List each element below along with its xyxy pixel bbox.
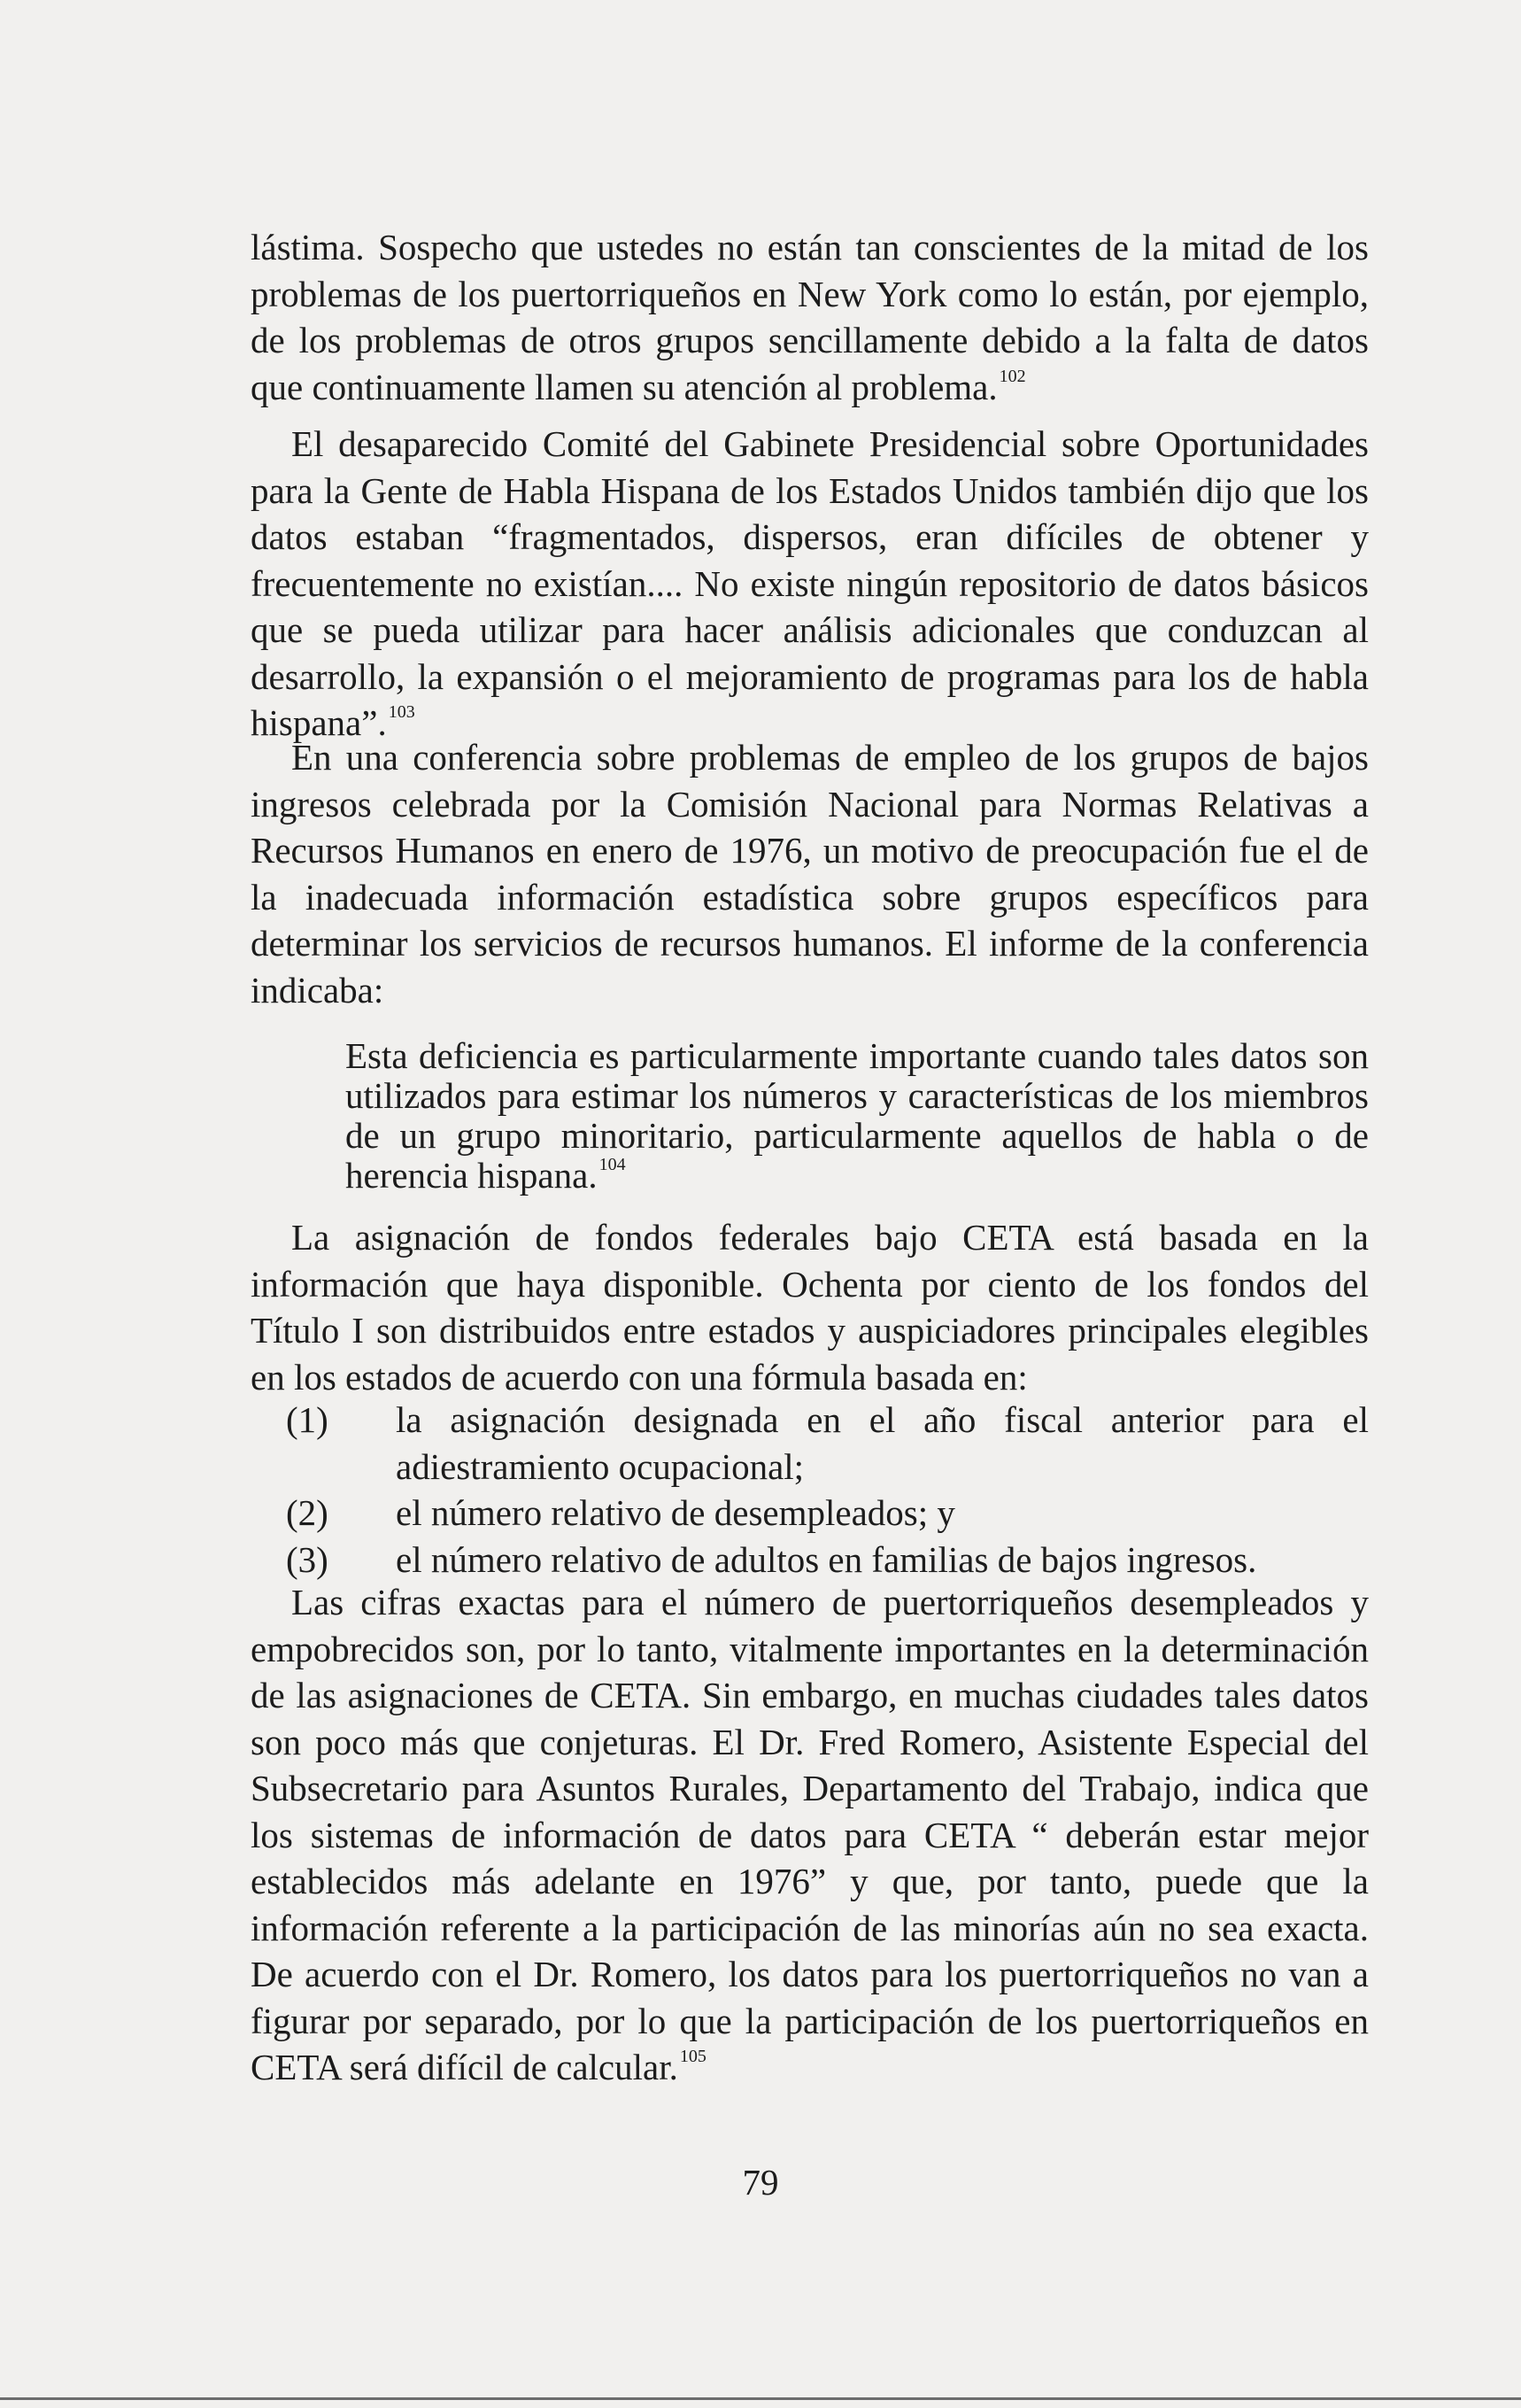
list-item <box>251 1537 1369 1583</box>
paragraph-ceta <box>251 1214 1369 1400</box>
formula-list <box>251 1397 1369 1583</box>
paragraph-text: lástima. Sospecho que ustedes no están tan conscientes de la mitad de los problemas de los puertorriqueños en New York como lo están, por ejemplo, de los problemas de otros grupos sencillamente debido a la falta de datos que continuamente llamen su atención al problema. <box>251 227 1369 407</box>
paragraph-text: En una conferencia sobre problemas de empleo de los grupos de bajos ingresos celebrada por la Comisión Nacional para Normas Relativas a Recursos Humanos en enero de 1976, un motivo de preocupación fue el de la inadecuada información estadística sobre grupos específicos para determinar los servicios de recursos humanos. El informe de la conferencia indicaba: <box>251 737 1369 1010</box>
list-number: (3) <box>286 1538 328 1580</box>
quote-text: Esta deficiencia es particularmente importante cuando tales datos son utilizados para estimar los números y características de los miembros de un grupo minoritario, particularmente aquellos de habla o de herencia hispana. <box>345 1035 1369 1196</box>
paragraph-text: Las cifras exactas para el número de puertorriqueños desempleados y empobrecidos son, por lo tanto, vitalmente importantes en la determinación de las asignaciones de CETA. Sin embargo, en muchas ciudades tales datos son poco más que conjeturas. El Dr. Fred Romero, Asistente Especial del Subsecretario para Asuntos Rurales, Departamento del Trabajo, indica que los sistemas de información de datos para CETA “ deberán estar mejor establecidos más adelante en 1976” y que, por tanto, puede que la información referente a la participación de las minorías aún no sea exacta. De acuerdo con el Dr. Romero, los datos para los puertorriqueños no van a figurar por separado, por lo que la participación de los puertorriqueños en CETA será difícil de calcular. <box>251 1582 1369 2087</box>
paragraph-conference <box>251 734 1369 1013</box>
block-quote <box>345 1036 1369 1203</box>
list-text: la asignación designada en el año fiscal anterior para el adiestramiento ocupacional; <box>396 1399 1369 1487</box>
paragraph-text: El desaparecido Comité del Gabinete Presidencial sobre Oportunidades para la Gente de Habla Hispana de los Estados Unidos también dijo que los datos estaban “fragmentados, dispersos, eran difíciles de obtener y frecuentemente no existían.... No existe ningún repositorio de datos básicos que se pueda utilizar para hacer análisis adicionales que conduzcan al desarrollo, la expansión o el mejoramiento de programas para los de habla hispana”. <box>251 423 1369 743</box>
paragraph-text: La asignación de fondos federales bajo CETA está basada en la información que haya disponible. Ochenta por ciento de los fondos del Título I son distribuidos entre estados y auspiciadores principales elegibles en los estados de acuerdo con una fórmula basada en: <box>251 1217 1369 1398</box>
list-text: el número relativo de adultos en familias de bajos ingresos. <box>396 1538 1257 1580</box>
footnote-marker: 102 <box>999 366 1026 386</box>
paragraph-continued <box>251 224 1369 417</box>
paragraph-committee <box>251 421 1369 754</box>
list-number: (2) <box>286 1492 328 1533</box>
list-item <box>251 1397 1369 1490</box>
footnote-marker: 103 <box>388 702 415 722</box>
list-number: (1) <box>286 1399 328 1440</box>
list-text: el número relativo de desempleados; y <box>396 1492 955 1533</box>
paragraph-figures <box>251 1579 1369 2098</box>
page-edge-divider <box>0 2397 1521 2400</box>
footnote-marker: 105 <box>679 2047 706 2066</box>
list-item <box>251 1490 1369 1537</box>
page-number: 79 <box>742 2162 779 2203</box>
footnote-marker: 104 <box>598 1155 626 1174</box>
